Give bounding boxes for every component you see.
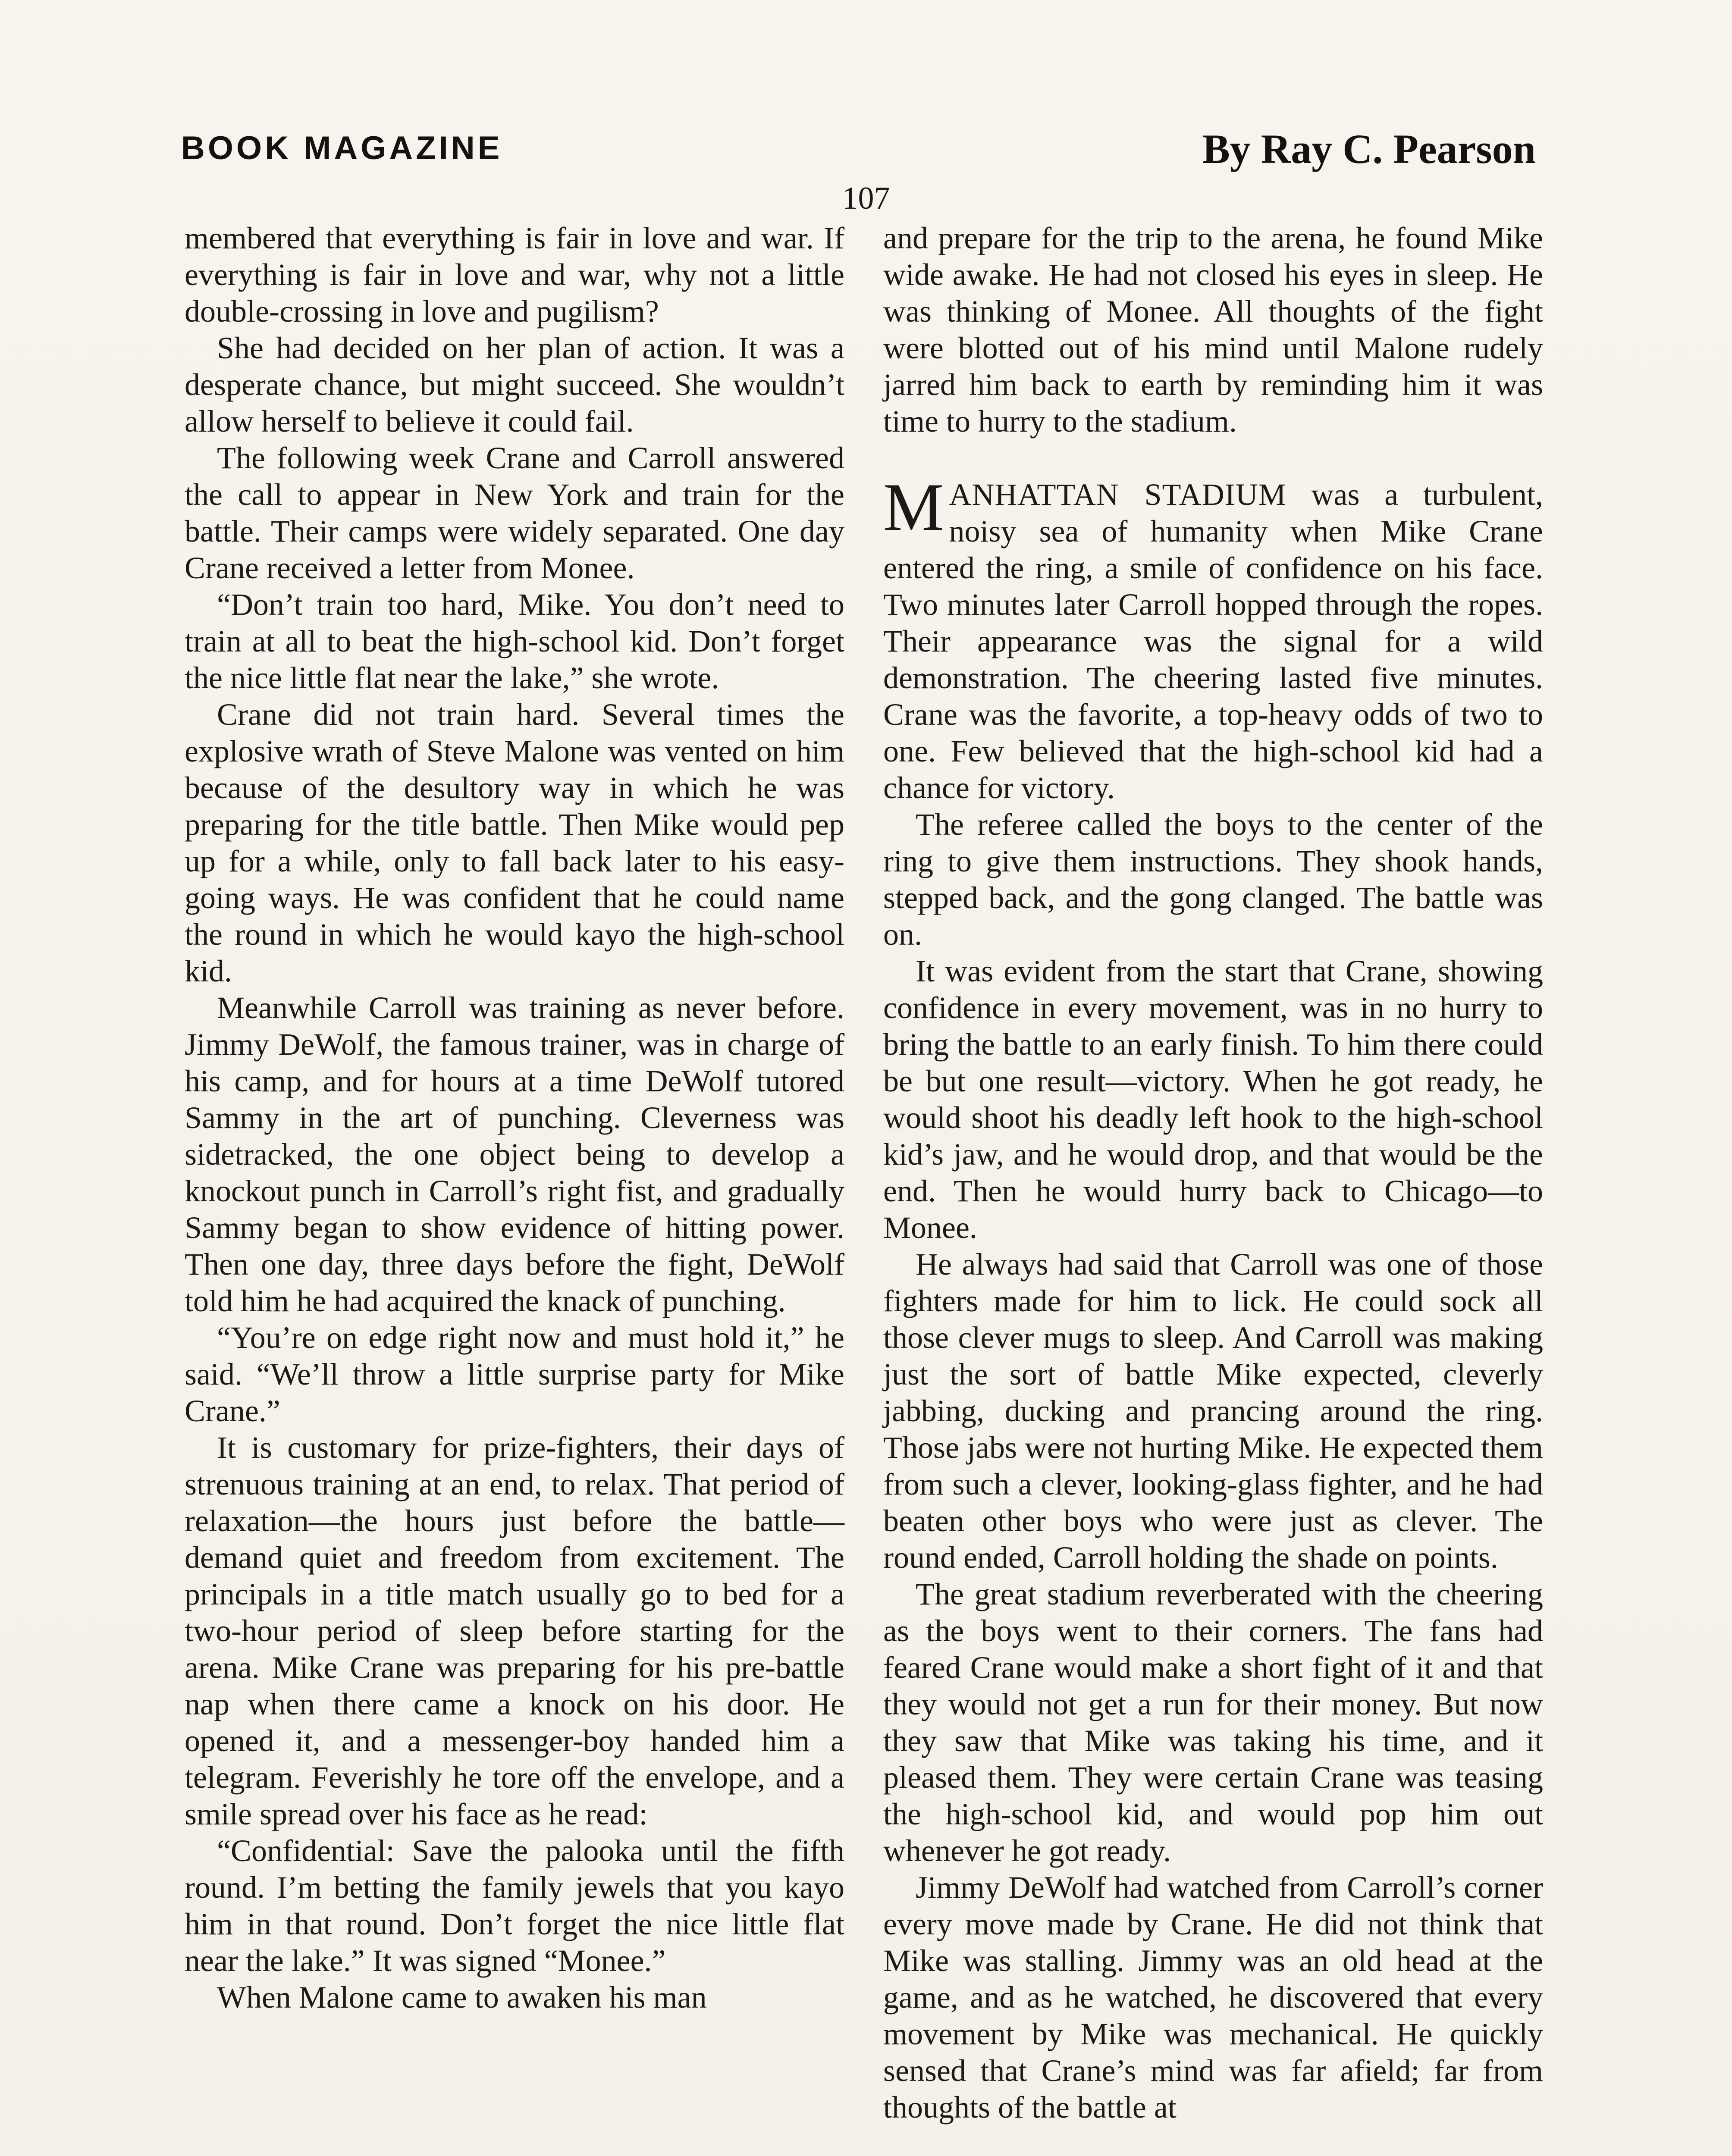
paragraph: He always had said that Carroll was one of those fighters made for him to lick. He could sock all those clever mugs to sleep. And Carroll was making just the sort of battle Mike expected, cleverly jabbing, ducking and prancing around the ring. Those jabs were not hurting Mike. He expected them from such a clever, looking-glass fighter, and he had beaten other boys who were just as clever. The round ended, Carroll holding the shade on points.: [883, 1247, 1543, 1575]
paragraph: The following week Crane and Carroll answered the call to appear in New York and train for the battle. Their camps were widely separated. One day Crane received a letter from Monee.: [185, 441, 844, 585]
lead-small-caps: ANHATTAN STADIUM: [949, 477, 1286, 512]
section-opening-paragraph: [883, 470, 1543, 806]
paragraph: Meanwhile Carroll was training as never before. Jimmy DeWolf, the famous trainer, was in charge of his camp, and for hours at a time DeWolf tutored Sammy in the art of punching. Cleverness was sidetracked, the one object being to develop a knockout punch in Carroll’s right fist, and gradually Sammy began to show evidence of hitting power. Then one day, three days before the fight, DeWolf told him he had acquired the knack of punching.: [185, 990, 844, 1318]
paragraph: It was evident from the start that Crane, showing confidence in every movement, was in no hurry to bring the battle to an early finish. To him there could be but one result—victory. When he got ready, he would shoot his deadly left hook to the high-school kid’s jaw, and he would drop, and that would be the end. Then he would hurry back to Chicago—to Monee.: [883, 954, 1543, 1245]
paragraph: “Confidential: Save the palooka until the fifth round. I’m betting the family jewels that you kayo him in that round. Don’t forget the nice little flat near the lake.” It was signed “Monee.”: [185, 1833, 844, 1978]
section-break: [883, 440, 1543, 476]
paragraph: The great stadium reverberated with the cheering as the boys went to their corners. The fans had feared Crane would make a short fight of it and that they would not get a run for their money. But now they saw that Mike was taking his time, and it pleased them. They were certain Crane was teasing the high-school kid, and would pop him out whenever he got ready.: [883, 1577, 1543, 1868]
publication-title: BOOK MAGAZINE: [181, 130, 503, 166]
drop-cap: M: [883, 470, 944, 545]
paragraph: “Don’t train too hard, Mike. You don’t need to train at all to beat the high-school kid. Don’t forget the nice little flat near the lake,” she wrote.: [185, 587, 844, 695]
paragraph: and prepare for the trip to the arena, he found Mike wide awake. He had not closed his eyes in sleep. He was thinking of Monee. All thoughts of the fight were blotted out of his mind until Malone rudely jarred him back to earth by reminding him it was time to hurry to the stadium.: [883, 221, 1543, 439]
paragraph: She had decided on her plan of action. It was a desperate chance, but might succeed. She wouldn’t allow herself to believe it could fail.: [185, 331, 844, 439]
paragraph: It is customary for prize-fighters, their days of strenuous training at an end, to relax. That period of relaxation—the hours just before the battle—demand quiet and freedom from excitement. The principals in a title match usually go to bed for a two-hour period of sleep before starting for the arena. Mike Crane was preparing for his pre-battle nap when there came a knock on his door. He opened it, and a messenger-boy handed him a telegram. Feverishly he tore off the envelope, and a smile spread over his face as he read:: [185, 1430, 844, 1831]
paragraph: “You’re on edge right now and must hold it,” he said. “We’ll throw a little surprise party for Mike Crane.”: [185, 1320, 844, 1428]
paragraph: Jimmy DeWolf had watched from Carroll’s corner every move made by Crane. He did not think that Mike was stalling. Jimmy was an old head at the game, and as he watched, he discovered that every movement by Mike was mechanical. He quickly sensed that Crane’s mind was far afield; far from thoughts of the battle at: [883, 1870, 1543, 2125]
paragraph: The referee called the boys to the center of the ring to give them instructions. They shook hands, stepped back, and the gong clanged. The battle was on.: [883, 807, 1543, 952]
page-number: 107: [842, 181, 890, 216]
author-byline: By Ray C. Pearson: [1202, 126, 1536, 172]
paragraph: Crane did not train hard. Several times the explosive wrath of Steve Malone was vented on him because of the desultory way in which he was preparing for the title battle. Then Mike would pep up for a while, only to fall back later to his easy-going ways. He was confident that he could name the round in which he would kayo the high-school kid.: [185, 697, 844, 988]
lead-text: was a turbulent, noisy sea of humanity when Mike Crane entered the ring, a smile of confidence on his face. Two minutes later Carroll hopped through the ropes. Their appearance was the signal for a wild demonstration. The cheering lasted five minutes. Crane was the favorite, a top-heavy odds of two to one. Few believed that the high-school kid had a chance for victory.: [883, 477, 1543, 805]
right-column: [883, 220, 1543, 2126]
paragraph: membered that everything is fair in love and war. If everything is fair in love and war, why not a little double-crossing in love and pugilism?: [185, 221, 844, 329]
left-column: [185, 220, 844, 2016]
paragraph: When Malone came to awaken his man: [217, 1980, 707, 2015]
